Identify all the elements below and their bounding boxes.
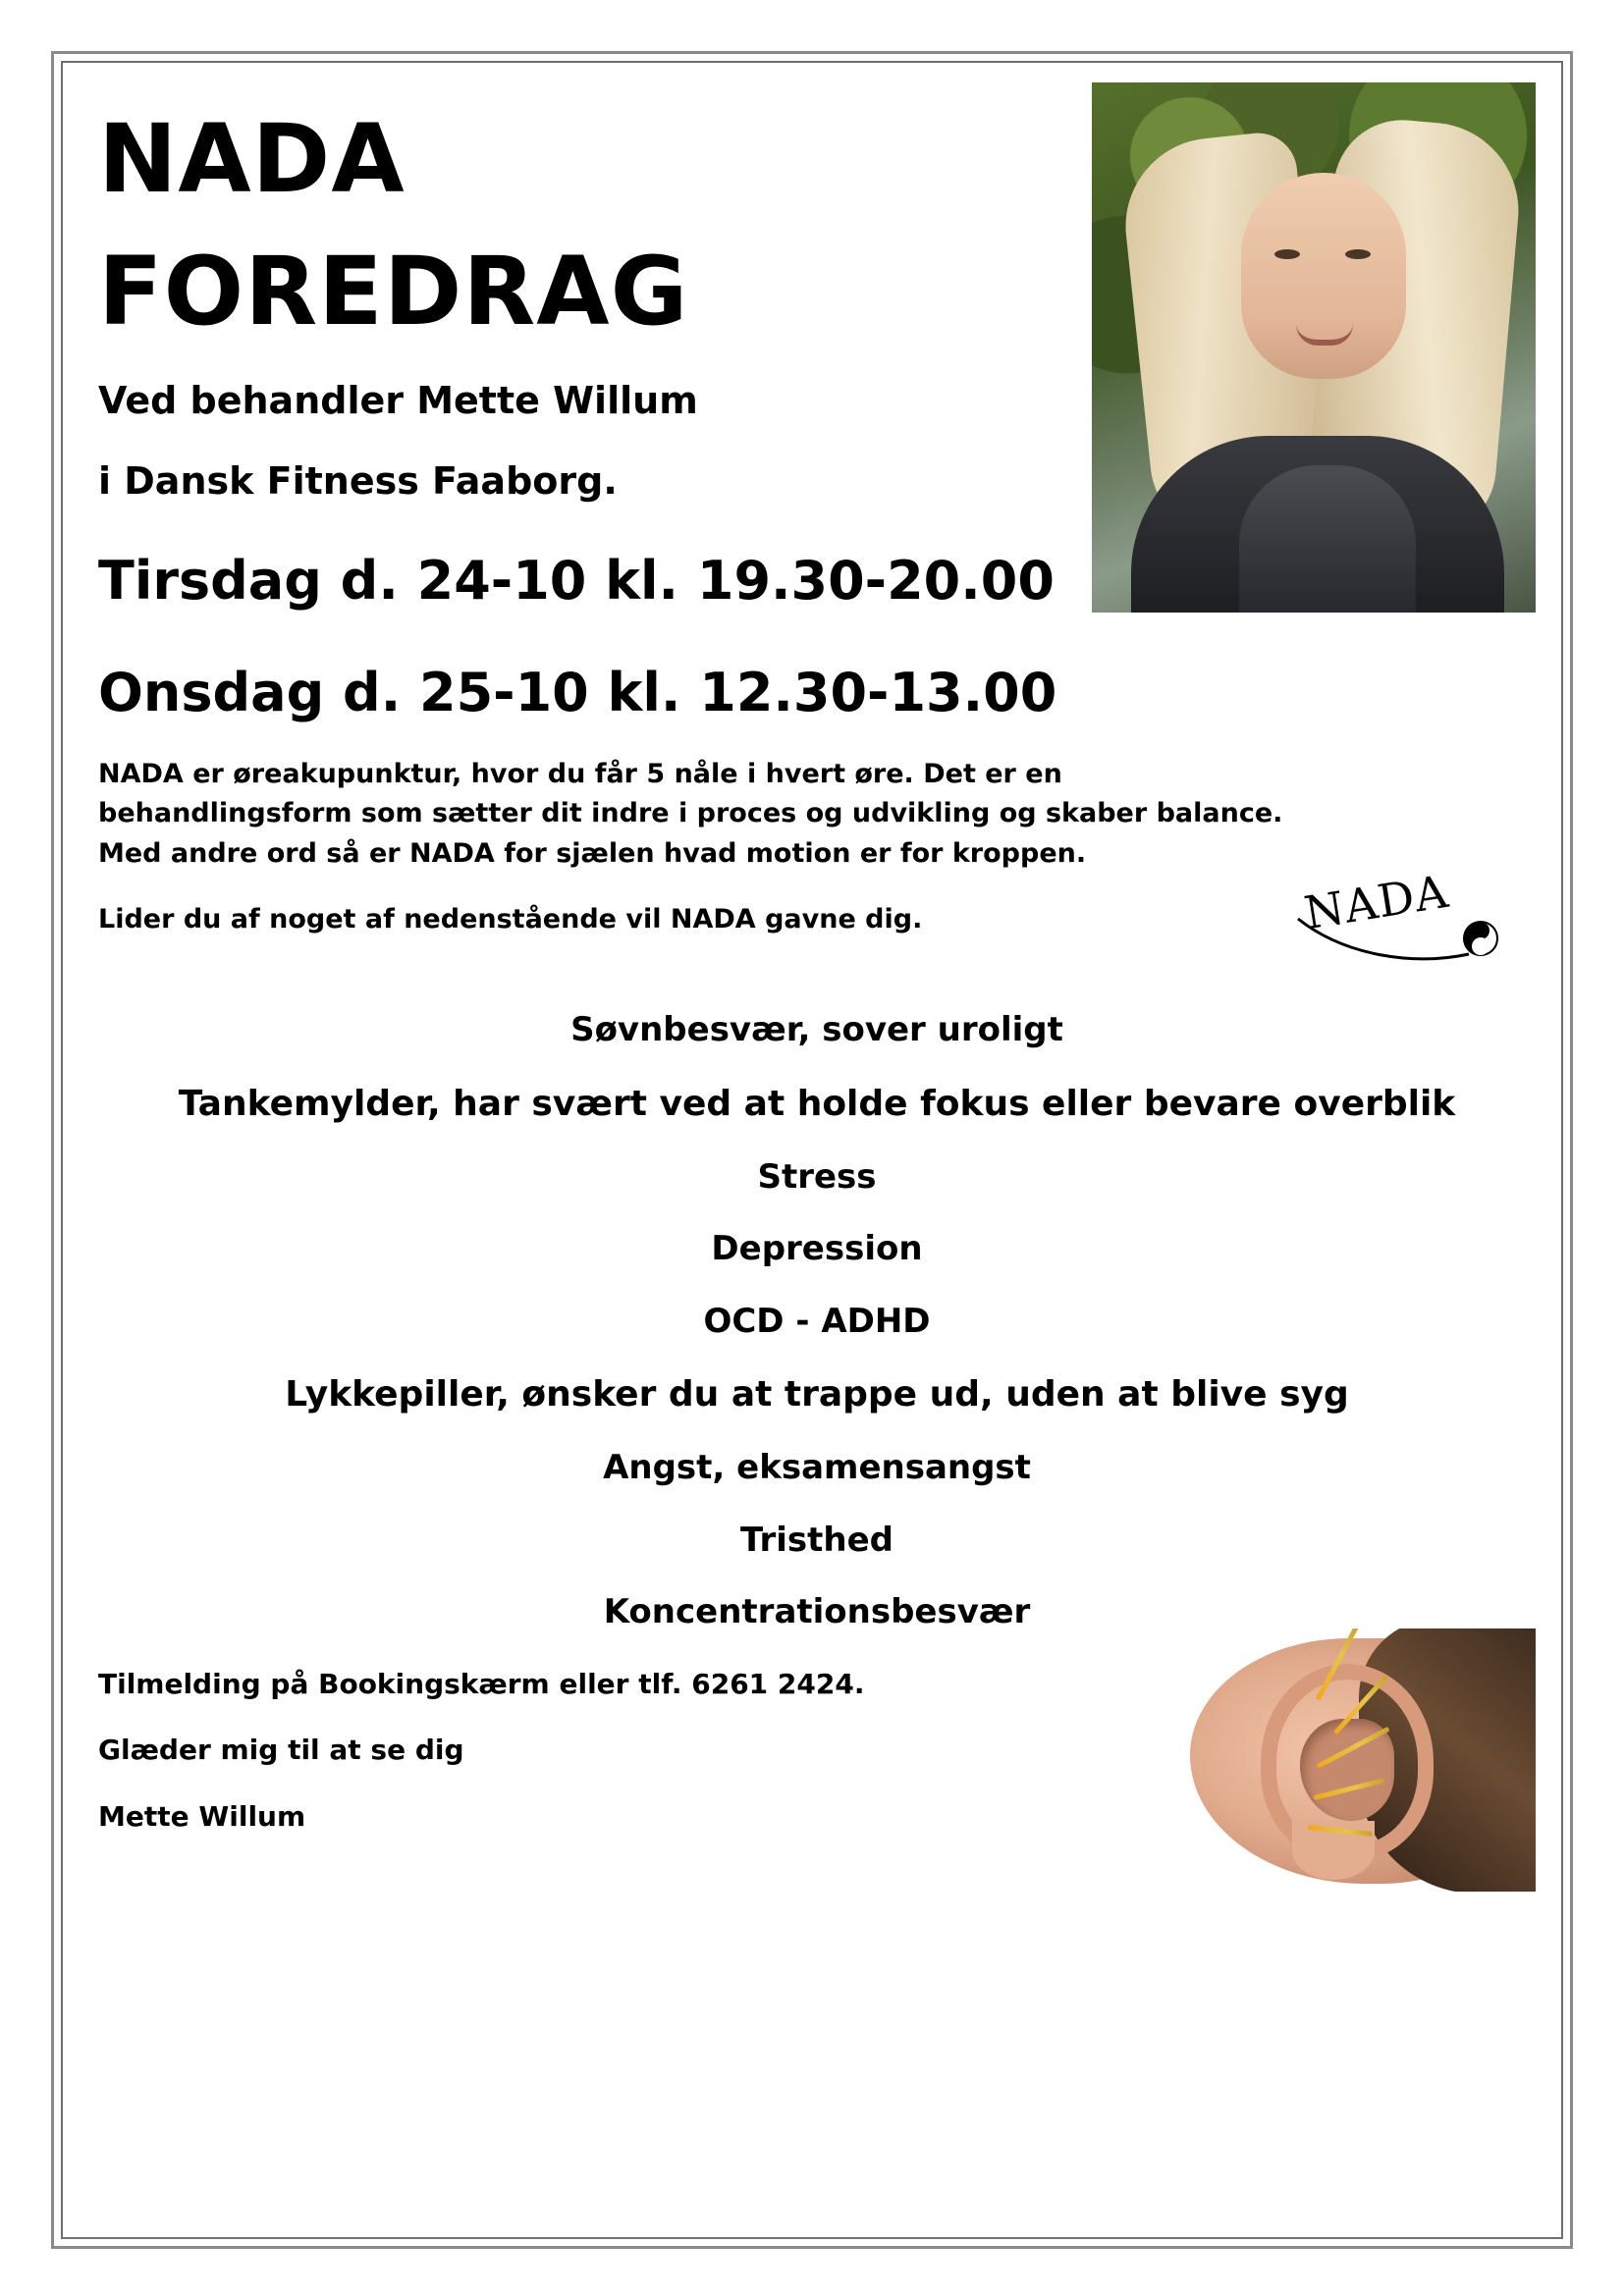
poster-content: [98, 82, 1536, 2227]
symptom-item: Lykkepiller, ønsker du at trappe ud, uden at blive syg: [285, 1374, 1349, 1415]
lider-row: [98, 864, 1536, 980]
subtitle-venue: i Dansk Fitness Faaborg.: [98, 458, 618, 503]
portrait-scarf: [1239, 465, 1416, 613]
signup-info: Tilmelding på Bookingskærm eller tlf. 6261 2424.: [98, 1667, 865, 1700]
symptom-item: Søvnbesvær, sover uroligt: [570, 1010, 1063, 1050]
portrait-eye-right: [1345, 249, 1371, 259]
symptom-item: Depression: [711, 1229, 923, 1269]
symptom-item: Tristhed: [740, 1520, 893, 1560]
event-datetime-1: Tirsdag d. 24-10 kl. 19.30-20.00: [98, 549, 1055, 612]
intro-paragraph: NADA er øreakupunktur, hvor du får 5 nåle i hvert øre. Det er en behandlingsform som sætter dit indre i proces og udvikling og skaber balance. Med andre ord så er NADA for sjælen hvad motion er for kroppen.: [98, 758, 1283, 869]
ear-acupuncture-photo: [1170, 1629, 1536, 1892]
poster-header: [98, 82, 1536, 723]
signature: Mette Willum: [98, 1799, 306, 1833]
subtitle-presenter: Ved behandler Mette Willum: [98, 378, 698, 422]
symptom-item: Koncentrationsbesvær: [603, 1592, 1031, 1632]
poster-footer: [98, 1668, 1536, 1894]
symptom-item: Stress: [757, 1156, 877, 1197]
symptom-item: OCD - ADHD: [703, 1301, 931, 1341]
closing-line: Glæder mig til at se dig: [98, 1734, 464, 1767]
portrait-eye-left: [1274, 249, 1300, 259]
title-block: [98, 82, 1057, 723]
symptom-item: Tankemylder, har svært ved at holde fokus eller bevare overblik: [178, 1083, 1456, 1124]
page-title-line-2: FOREDRAG: [98, 237, 689, 347]
nada-logo-text: NADA: [1300, 864, 1452, 940]
event-datetime-2: Onsdag d. 25-10 kl. 12.30-13.00: [98, 661, 1057, 723]
page-title-line-1: NADA: [98, 104, 406, 214]
presenter-portrait-photo: [1092, 82, 1536, 613]
lider-line: Lider du af noget af nedenstående vil NADA gavne dig.: [98, 904, 923, 935]
yin-yang-icon: [1463, 921, 1498, 956]
symptom-item: Angst, eksamensangst: [603, 1448, 1031, 1488]
nada-logo: [1296, 864, 1512, 972]
portrait-face: [1241, 173, 1406, 379]
